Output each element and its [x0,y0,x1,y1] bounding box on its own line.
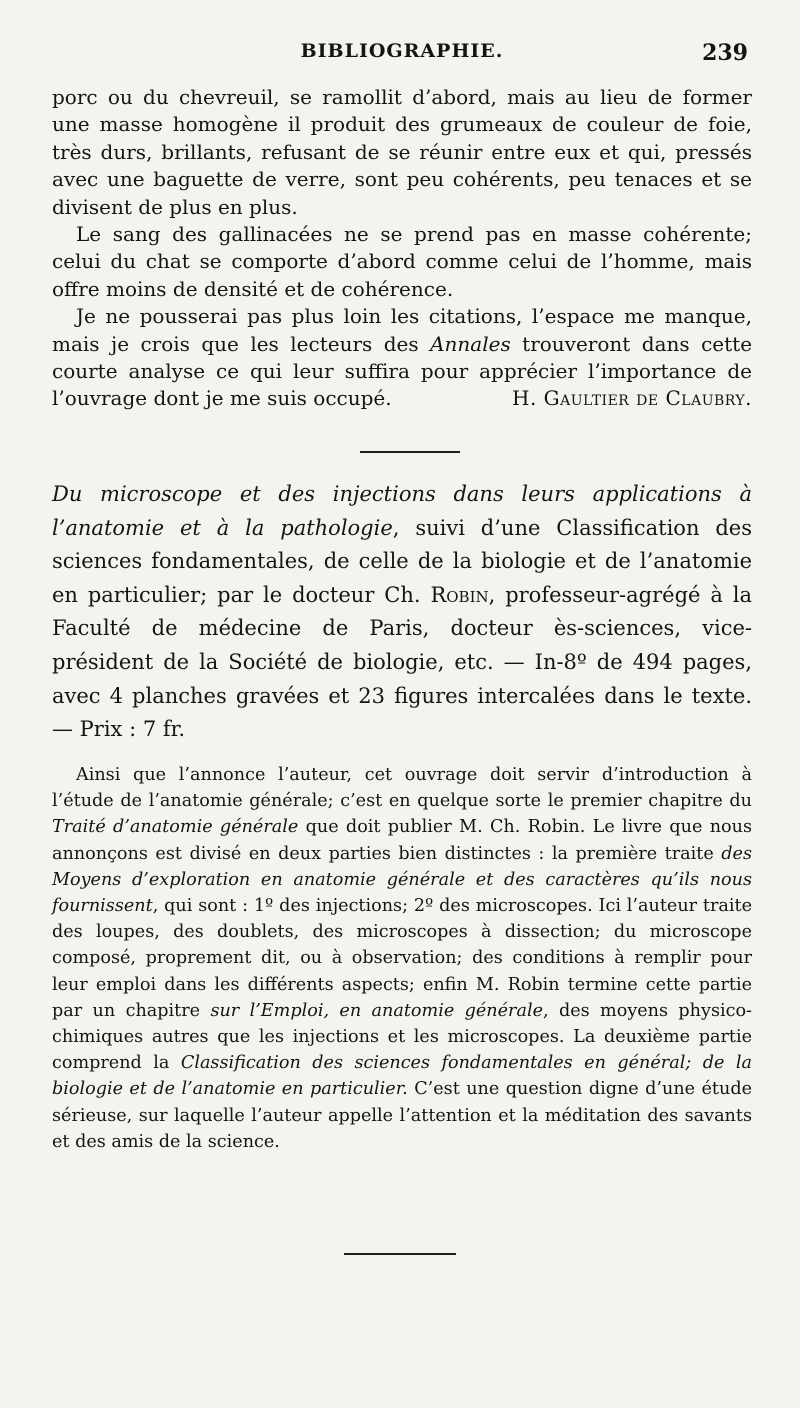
paragraph: Le sang des gallinacées ne se prend pas en masse cohérente; celui du chat se comporte d’abord comme celui de l’homme, mais offre moins de densité et de cohérence. [52,222,752,301]
paragraph-text: , des moyens physico-chimiques autres que les injections et les microscopes. La deuxième partie comprend la [52,1000,752,1074]
book-title: Du microscope et des injections dans leurs applications à l’anatomie et à la pathologie [52,482,752,540]
running-head: BIBLIOGRAPHIE. [300,40,504,62]
author-signature: H. Gaultier de Claubry. [512,386,752,411]
citation-text: , professeur-agrégé à la Faculté de médecine de Paris, docteur ès-sciences, vice-président de la Société de biologie, etc. — In-8º de 494 pages, avec 4 planches gravées et 23 figures intercalées dans le texte. — Prix : 7 fr. [52,582,752,742]
italic-title: des Moyens d’exploration en anatomie générale et des caractères qu’ils nous fournissent [52,843,752,917]
book-review-heading [52,478,752,747]
italic-title: Traité d’anatomie générale [52,817,299,838]
italic-title: Classification des sciences fondamentales en général; de la biologie et de l’anatomie en particulier. [52,1053,752,1100]
paragraph-text: , qui sont : 1º des injections; 2º des microscopes. Ici l’auteur traite des loupes, des doublets, des microscopes à dissection; du microscope composé, proprement dit, ou à observation; des conditions à remplir pour leur emploi dans les différents aspects; enfin M. Robin termine cette partie par un chapitre [52,896,752,1021]
book-review-body [52,762,752,1155]
book-citation [52,478,752,747]
paragraph [52,762,752,1155]
article-continuation [52,84,752,413]
author-name: Robin [430,582,489,607]
section-divider [344,1253,456,1255]
section-divider [360,451,460,453]
paragraph-text: Ainsi que l’annonce l’auteur, cet ouvrage doit servir d’introduction à l’étude de l’anatomie générale; c’est en quelque sorte le premier chapitre du [52,765,752,812]
italic-title: sur l’Emploi, en anatomie générale [210,1000,543,1021]
citation-text: , suivi d’une Classification des sciences fondamentales, de celle de la biologie et de l’anatomie en particulier; par le docteur Ch. [52,515,752,607]
paragraph-text: C’est une question digne d’une étude sérieuse, sur laquelle l’auteur appelle l’attention et la méditation des savants et des amis de la science. [52,1079,752,1152]
paragraph-text: Je ne pousserai pas plus loin les citations, l’espace me manque, mais je crois que les lecteurs des [52,304,752,356]
paragraph: porc ou du chevreuil, se ramollit d’abord, mais au lieu de former une masse homogène il produit des grumeaux de couleur de foie, très durs, brillants, refusant de se réunir entre eux et qui, pressés avec une baguette de verre, sont peu cohérents, peu tenaces et se divisent de plus en plus. [52,85,752,219]
page-number: 239 [702,40,748,66]
journal-title: Annales [430,331,511,356]
paragraph-text: que doit publier M. Ch. Robin. Le livre que nous annonçons est divisé en deux parties bien distinctes : la première traite [52,817,752,864]
paragraph [52,303,752,413]
paragraph-text: trouveront dans cette courte analyse ce qui leur suffira pour apprécier l’importance de l’ouvrage dont je me suis occupé. [52,331,753,411]
page-header [52,40,752,70]
